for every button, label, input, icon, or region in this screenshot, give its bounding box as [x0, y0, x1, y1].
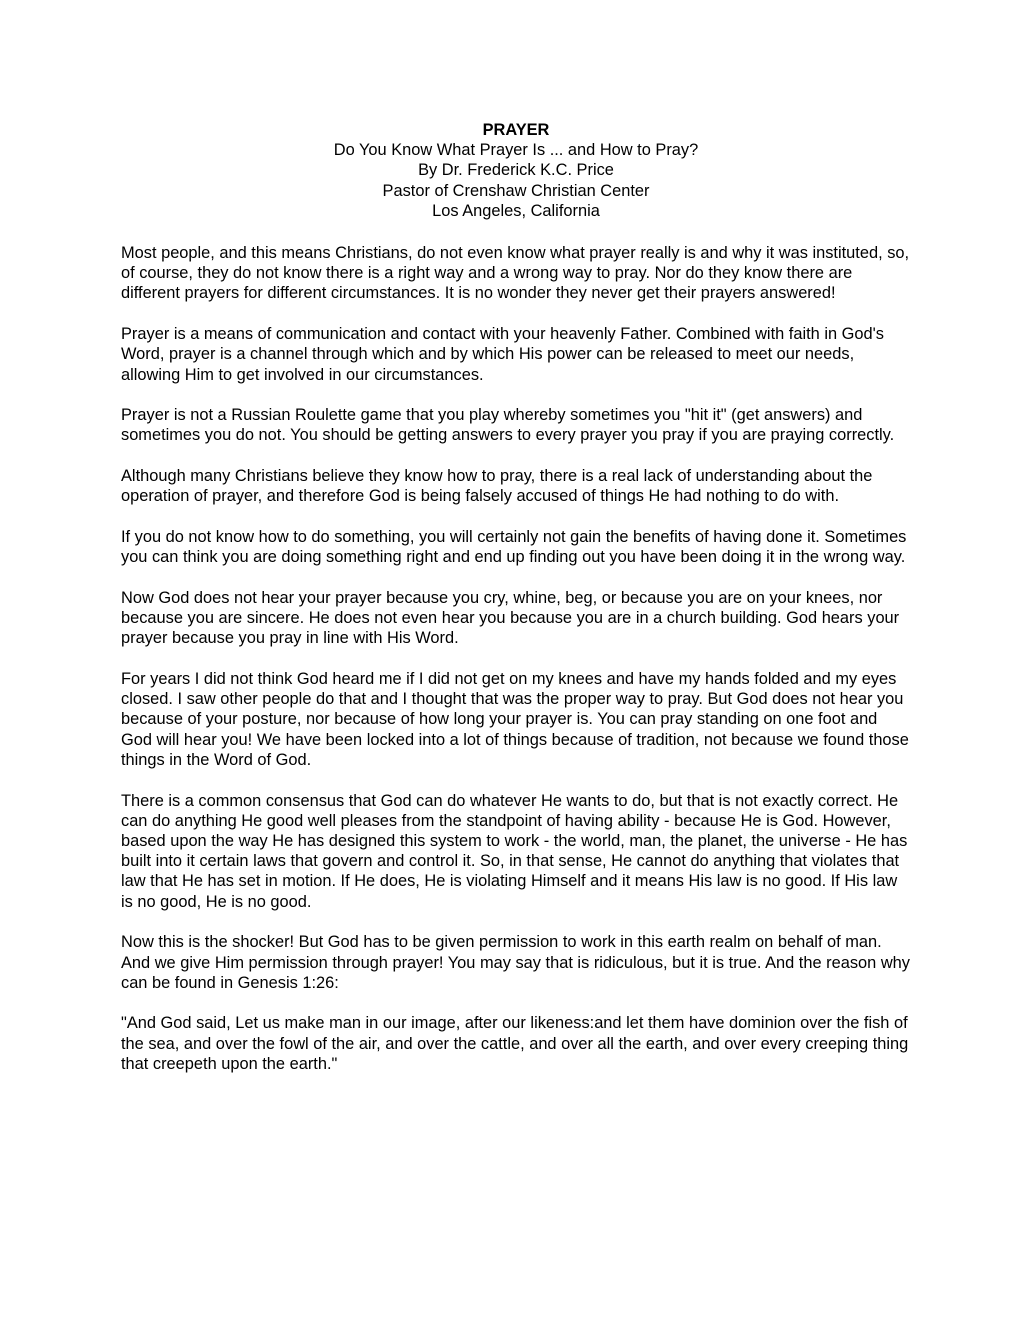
document-subtitle: Do You Know What Prayer Is ... and How to Pray? [333, 141, 699, 160]
paragraph: Prayer is not a Russian Roulette game that you play whereby sometimes you "hit it" (get answers) and sometimes you do not. You should be getting answers to every prayer you pray if you are praying correctly. [121, 406, 895, 445]
paragraph: Although many Christians believe they know how to pray, there is a real lack of understanding about the operation of prayer, and therefore God is being falsely accused of things He had nothing to do with. [121, 467, 873, 506]
paragraph: Now this is the shocker! But God has to be given permission to work in this earth realm on behalf of man. And we give Him permission through prayer! You may say that is ridiculous, but it is true. And the reason why can be found in Genesis 1:26: [121, 933, 910, 992]
paragraph: Prayer is a means of communication and contact with your heavenly Father. Combined with faith in God's Word, prayer is a channel through which and by which His power can be released to meet our needs, allowing Him to get involved in our circumstances. [121, 325, 884, 384]
author-position: Pastor of Crenshaw Christian Center [382, 181, 650, 200]
paragraph: There is a common consensus that God can do whatever He wants to do, but that is not exactly correct. He can do anything He good well pleases from the standpoint of having ability - because He is God. However, based upon the way He has designed this system to work - the world, man, the planet, the universe - He has built into it certain laws that govern and control it. So, in that sense, He cannot do anything that violates that law that He has set in motion. If He does, He is violating Himself and it means His law is no good. If His law is no good, He is no good. [121, 791, 908, 911]
document-body [121, 243, 911, 1074]
document-header [121, 120, 911, 221]
paragraph: For years I did not think God heard me if I did not get on my knees and have my hands folded and my eyes closed. I saw other people do that and I thought that was the proper way to pray. But God does not hear you because of your posture, nor because of how long your prayer is. You can pray standing on one foot and God will hear you! We have been locked into a lot of things because of tradition, not because we found those things in the Word of God. [121, 670, 909, 769]
author-line: By Dr. Frederick K.C. Price [418, 161, 614, 180]
scripture-quote: "And God said, Let us make man in our image, after our likeness:and let them have dominion over the fish of the sea, and over the fowl of the air, and over the cattle, and over all the earth, and over every creeping thing that creepeth upon the earth." [121, 1014, 909, 1073]
document-title: PRAYER [482, 121, 550, 139]
paragraph: Now God does not hear your prayer because you cry, whine, beg, or because you are on your knees, nor because you are sincere. He does not even hear you because you are in a church building. God hears your prayer because you pray in line with His Word. [121, 588, 900, 648]
author-location: Los Angeles, California [432, 201, 600, 220]
document-page [121, 120, 911, 1095]
paragraph: Most people, and this means Christians, do not even know what prayer really is and why it was instituted, so, of course, they do not know there is a right way and a wrong way to pray. Nor do they know there are different prayers for different circumstances. It is no wonder they never get their prayers answered! [121, 244, 910, 303]
paragraph: If you do not know how to do something, you will certainly not gain the benefits of having done it. Sometimes you can think you are doing something right and end up finding out you have been doing it in the wrong way. [121, 528, 907, 567]
